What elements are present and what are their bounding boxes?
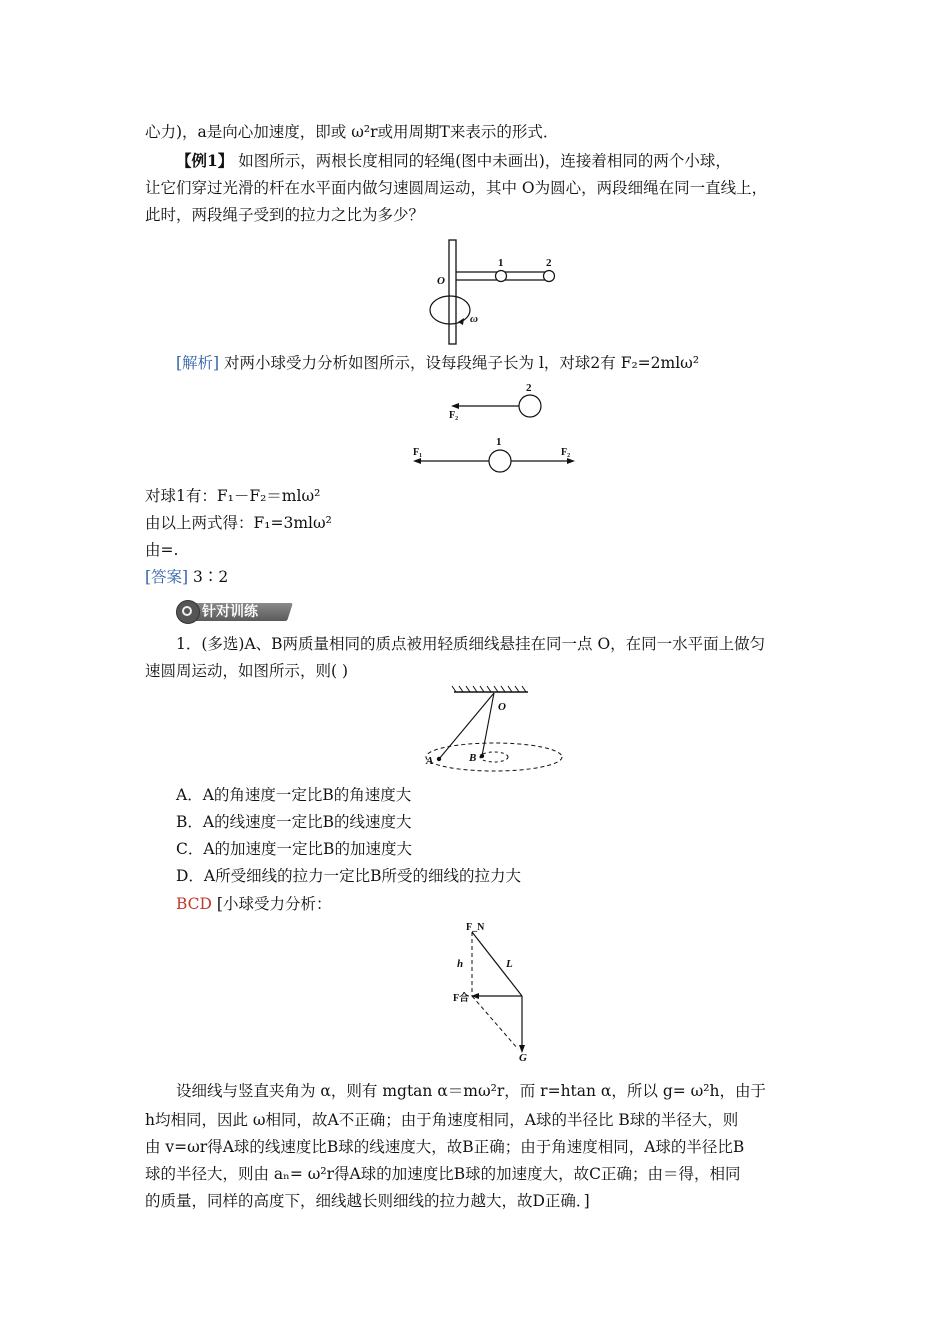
training-badge-label: 针对训练: [202, 604, 258, 620]
answer-tag: [答案]: [145, 568, 189, 586]
analysis-text-1: 对两小球受力分析如图所示，设每段绳子长为 l，对球2有 F₂=2mlω²: [219, 354, 700, 372]
ball-1-diagram: [489, 450, 511, 472]
label-G: G: [519, 1052, 527, 1064]
label-ball-1: 1: [498, 257, 504, 269]
intro-line: 心力)，a是向心加速度，即或 ω²r或用周期T来表示的形式．: [145, 123, 559, 141]
answer-q1-line: [176, 893, 331, 915]
figure-rotating-rod: [400, 232, 580, 347]
analysis-tag: [解析]: [176, 354, 220, 372]
label-F1: F₁: [413, 447, 423, 458]
label-F2-right: F₂: [561, 447, 571, 458]
example-line-2: 让它们穿过光滑的杆在水平面内做匀速圆周运动，其中 O为圆心，两段细绳在同一直线上，: [145, 179, 768, 197]
question1-line-1: 1．(多选)A、B两质量相同的质点被用轻质细线悬挂在同一点 O，在同一水平面上做匀: [176, 635, 766, 653]
figure-force-analysis: [450, 920, 540, 1064]
analysis-line-4: 由=.: [145, 541, 179, 559]
ball-2-diagram: [519, 395, 541, 417]
question1-line-2: 速圆周运动，如图所示，则( ): [145, 662, 349, 680]
training-badge: [176, 600, 294, 624]
label-FN: F_N: [466, 922, 485, 933]
analysis-line-3: 由以上两式得：F₁=3mlω²: [145, 514, 332, 532]
answer-value: 3∶2: [188, 568, 229, 586]
ball-2: [544, 271, 555, 282]
label-B: B: [469, 752, 477, 764]
explanation-line-4: 球的半径大，则由 aₙ= ω²r得A球的加速度比B球的加速度大，故C正确；由＝得，相同: [145, 1165, 741, 1183]
label-ball-1-diagram: 1: [496, 436, 502, 448]
target-icon: [176, 600, 200, 624]
ball-A: [437, 757, 441, 761]
label-h: h: [457, 958, 464, 970]
label-ball-2: 2: [546, 257, 552, 269]
label-L: L: [506, 958, 513, 970]
answer-line: [145, 566, 228, 588]
answer-q1-value: BCD: [176, 895, 212, 913]
analysis-line-2: 对球1有：F₁－F₂＝mlω²: [145, 487, 321, 505]
label-F2-top: F₂: [449, 410, 459, 421]
explanation-line-1: 设细线与竖直夹角为 α，则有 mgtan α＝mω²r，而 r=htan α，所以 g= ω²h，由于: [176, 1082, 767, 1100]
label-A: A: [426, 755, 434, 767]
option-b: B．A的线速度一定比B的线速度大: [176, 813, 412, 831]
example-text-1: 如图所示，两根长度相同的轻绳(图中未画出)，连接着相同的两个小球，: [233, 152, 731, 170]
explanation-line-2: h均相同，因此 ω相同，故A不正确；由于角速度相同，A球的半径比 B球的半径大，则: [145, 1111, 739, 1129]
explanation-line-3: 由 v=ωr得A球的线速度比B球的线速度大，故B正确；由于角速度相同，A球的半径比B: [145, 1138, 745, 1156]
analysis-line-1: [176, 352, 699, 374]
label-ball-2-diagram: 2: [526, 382, 532, 394]
figure-force-diagram: [405, 378, 585, 478]
label-F-he: F合: [453, 993, 470, 1004]
explanation-line-5: 的质量，同样的高度下，细线越长则细线的拉力越大，故D正确．]: [145, 1192, 590, 1210]
label-O: O: [437, 275, 445, 287]
answer-q1-text: [小球受力分析：: [211, 895, 332, 913]
label-omega: ω: [470, 313, 478, 325]
figure-conical-pendulum: [420, 686, 580, 776]
option-d: D．A所受细线的拉力一定比B所受的细线的拉力大: [176, 867, 522, 885]
ball-1: [496, 271, 507, 282]
example-line-1: [176, 150, 731, 172]
ball-B: [480, 754, 484, 758]
option-c: C．A的加速度一定比B的加速度大: [176, 840, 412, 858]
option-a: A．A的角速度一定比B的角速度大: [176, 786, 412, 804]
example-tag: 【例1】: [176, 151, 234, 170]
example-line-3: 此时，两段绳子受到的拉力之比为多少？: [145, 206, 425, 224]
label-O-pendulum: O: [498, 701, 506, 713]
